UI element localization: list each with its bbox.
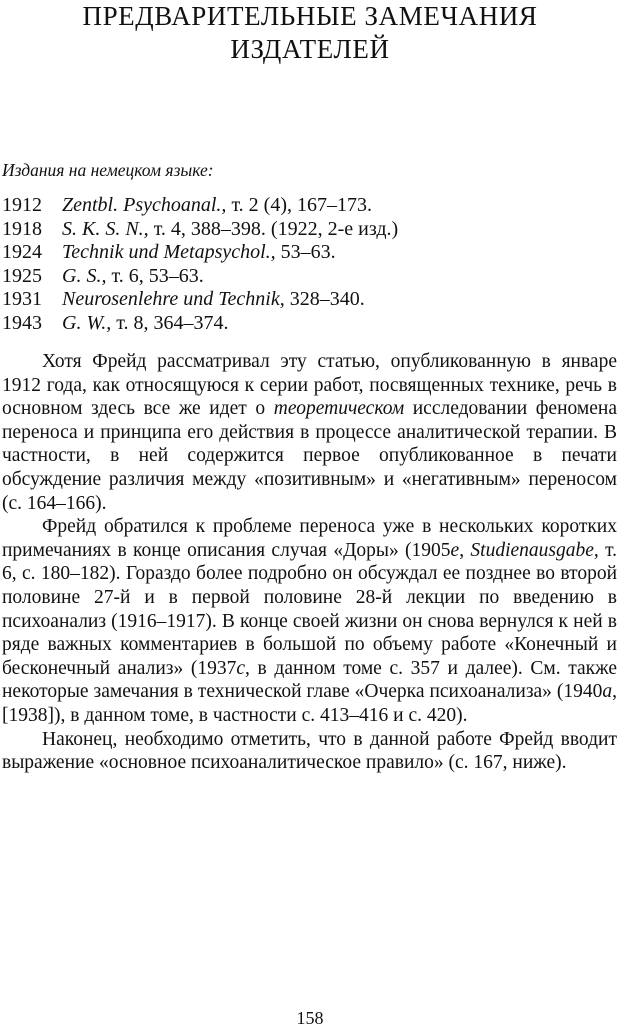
editions-list bbox=[2, 194, 398, 336]
page-title-line-2: ИЗДАТЕЛЕЙ bbox=[230, 34, 390, 64]
edition-source: S. K. S. N., bbox=[62, 217, 149, 240]
paragraph-3: Наконец, необходимо отметить, что в данной работе Фрейд вводит выражение «основное психоаналитическое правило» (с. 167, ниже). bbox=[2, 728, 617, 774]
edition-source: Technik und Metapsychol., bbox=[62, 241, 276, 264]
edition-detail: т. 8, 364–374. bbox=[111, 311, 229, 334]
edition-year: 1918 bbox=[2, 217, 42, 240]
emphasis: e bbox=[450, 539, 460, 561]
paragraph-text: Фрейд обратился к проблеме переноса уже в нескольких коротких примечаниях в конце описания случая «Доры» (1905 bbox=[2, 516, 617, 561]
emphasis: теоретическом bbox=[273, 398, 405, 420]
edition-year: 1931 bbox=[2, 288, 42, 311]
paragraph-2 bbox=[2, 515, 617, 727]
emphasis: Studienausgabe bbox=[470, 539, 594, 561]
edition-detail: т. 2 (4), 167–173. bbox=[226, 194, 372, 216]
edition-detail: т. 4, 388–398. (1922, 2-е изд.) bbox=[148, 217, 399, 240]
edition-detail: 328–340. bbox=[284, 288, 365, 311]
edition-year: 1912 bbox=[2, 194, 42, 216]
edition-year: 1943 bbox=[2, 311, 42, 334]
editions-heading: Издания на немецком языке: bbox=[2, 160, 214, 180]
edition-item bbox=[2, 194, 398, 218]
paragraph-text: , в данном томе с. 357 и далее). См. также некоторые замечания в технической главе «Очерка психоанализа» (1940 bbox=[2, 657, 618, 703]
edition-source: G. S., bbox=[62, 264, 107, 287]
edition-source: Neurosenlehre und Technik, bbox=[62, 288, 285, 311]
edition-item bbox=[2, 312, 398, 336]
emphasis: a bbox=[602, 681, 613, 703]
paragraph-text: исследовании феномена переноса и принципа его действия в процессе аналитической терапии. В частности, в ней содержится первое опубликованное в печати обсуждение различия между «позитивным» и «негативным» переносом (с. 164–166). bbox=[2, 398, 617, 514]
edition-source: G. W., bbox=[62, 311, 112, 334]
edition-year: 1924 bbox=[2, 241, 42, 264]
edition-item bbox=[2, 288, 398, 312]
edition-detail: т. 6, 53–63. bbox=[106, 264, 204, 287]
edition-detail: 53–63. bbox=[275, 241, 336, 264]
paragraph-text: , bbox=[459, 539, 471, 561]
paragraph-text: , [1938]), в данном томе, в частности с. 413–416 и с. 420). bbox=[2, 681, 617, 726]
edition-item bbox=[2, 265, 398, 289]
edition-year: 1925 bbox=[2, 264, 42, 287]
page-title-line-1: ПРЕДВАРИТЕЛЬНЫЕ ЗАМЕЧАНИЯ bbox=[82, 1, 538, 31]
body-text bbox=[2, 350, 617, 775]
edition-source: Zentbl. Psychoanal., bbox=[62, 194, 227, 216]
page-number: 158 bbox=[296, 1008, 324, 1028]
emphasis: c bbox=[236, 657, 246, 679]
paragraph-1 bbox=[2, 350, 617, 515]
paragraph-text: , т. 6, с. 180–182). Гораздо более подробно он обсуждал ее позднее во второй половине 27-й и в первой половине 28-й лекции по введению в психоанализ (1916–1917). В конце своей жизни он снова вернулся к ней в ряде важных комментариев в большой по объему работе «Конечный и бесконечный анализ» (1937 bbox=[2, 539, 618, 679]
page-title bbox=[0, 0, 620, 66]
paragraph-text: Хотя Фрейд рассматривал эту статью, опубликованную в январе 1912 года, как относящуюся к серии работ, посвященных технике, речь в основном здесь все же идет о bbox=[2, 351, 617, 420]
edition-item bbox=[2, 241, 398, 265]
edition-item bbox=[2, 218, 398, 242]
